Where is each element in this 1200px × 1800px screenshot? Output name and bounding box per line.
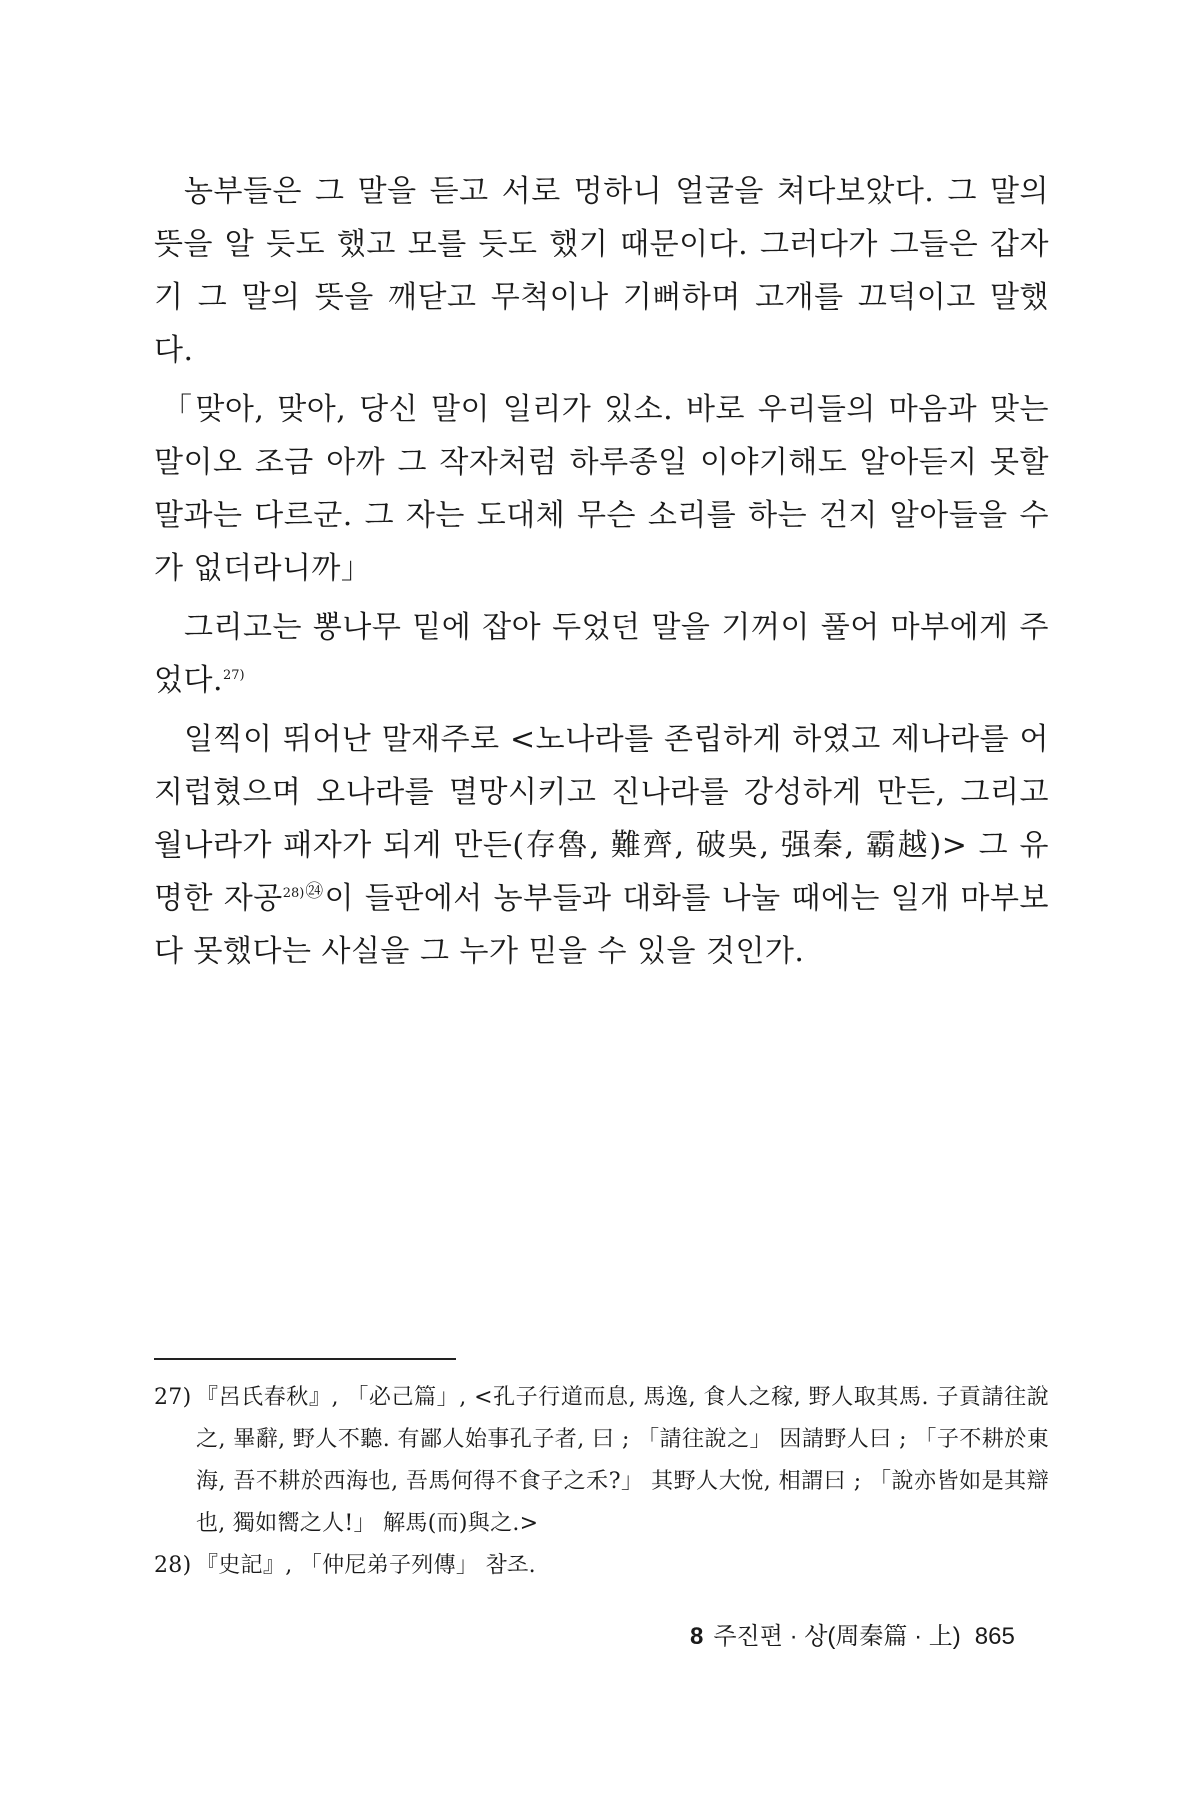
paragraph-3-text: 그리고는 뽕나무 밑에 잡아 두었던 말을 기꺼이 풀어 마부에게 주었다. <box>154 610 1049 698</box>
footnote-number: 27) <box>154 1385 192 1410</box>
page-number: 865 <box>974 1623 1015 1650</box>
paragraph-4-text-b: 이 들판에서 농부들과 대화를 나눌 때에는 일개 마부보다 못했다는 사실을 그 누가 믿을 수 있을 것인가. <box>154 881 1049 969</box>
footnotes <box>154 1377 1049 1587</box>
paragraph-2: 「맞아, 맞아, 당신 말이 일리가 있소. 바로 우리들의 마음과 맞는 말이오 조금 아까 그 작자처럼 하루종일 이야기해도 알아듣지 못할 말과는 다르군. 그 자는 도대체 무슨 소리를 하는 건지 알아들을 수가 없더라니까」 <box>154 392 1049 586</box>
footnote-ref-28[interactable]: 28) <box>282 886 305 901</box>
running-footer <box>690 1616 1015 1651</box>
paragraph-4 <box>154 713 1049 978</box>
footnote-number: 28) <box>154 1553 192 1578</box>
paragraph-1: 농부들은 그 말을 듣고 서로 멍하니 얼굴을 쳐다보았다. 그 말의 뜻을 알 듯도 했고 모를 듯도 했기 때문이다. 그러다가 그들은 갑자기 그 말의 뜻을 깨닫고 무척이나 기뻐하며 고개를 끄덕이고 말했다. <box>154 174 1049 368</box>
footnote-text: 『史記』, 「仲尼弟子列傳」 참조. <box>196 1553 536 1578</box>
footnote-divider <box>154 1358 456 1360</box>
footnote-28 <box>154 1545 1049 1587</box>
chapter-number: 8 <box>690 1623 704 1650</box>
circled-marker: ㉔ <box>304 881 325 902</box>
chapter-title: 주진편 · 상(周秦篇 · 上) <box>713 1623 961 1650</box>
footnote-ref-27[interactable]: 27) <box>223 668 245 683</box>
main-text <box>154 165 1049 984</box>
paragraph-4-text-a: 일찍이 뛰어난 말재주로 <노나라를 존립하게 하였고 제나라를 어지럽혔으며 오나라를 멸망시키고 진나라를 강성하게 만든, 그리고 월나라가 패자가 되게 만든(存魯, 難齊, 破吳, 强秦, 霸越)> 그 유명한 자공 <box>154 722 1049 916</box>
footnote-27 <box>154 1377 1049 1545</box>
paragraph-3 <box>154 601 1049 707</box>
footnote-text: 『呂氏春秋』, 「必己篇」, <孔子行道而息, 馬逸, 食人之稼, 野人取其馬. 子貢請往說之, 畢辭, 野人不聽. 有鄙人始事孔子者, 曰 ; 「請往說之」 因請野人曰 ; 「子不耕於東海, 吾不耕於西海也, 吾馬何得不食子之禾?」 其野人大悅, 相謂曰 ; 「說亦皆如是其辯也, 獨如嚮之人!」 解馬(而)與之.> <box>196 1385 1049 1536</box>
